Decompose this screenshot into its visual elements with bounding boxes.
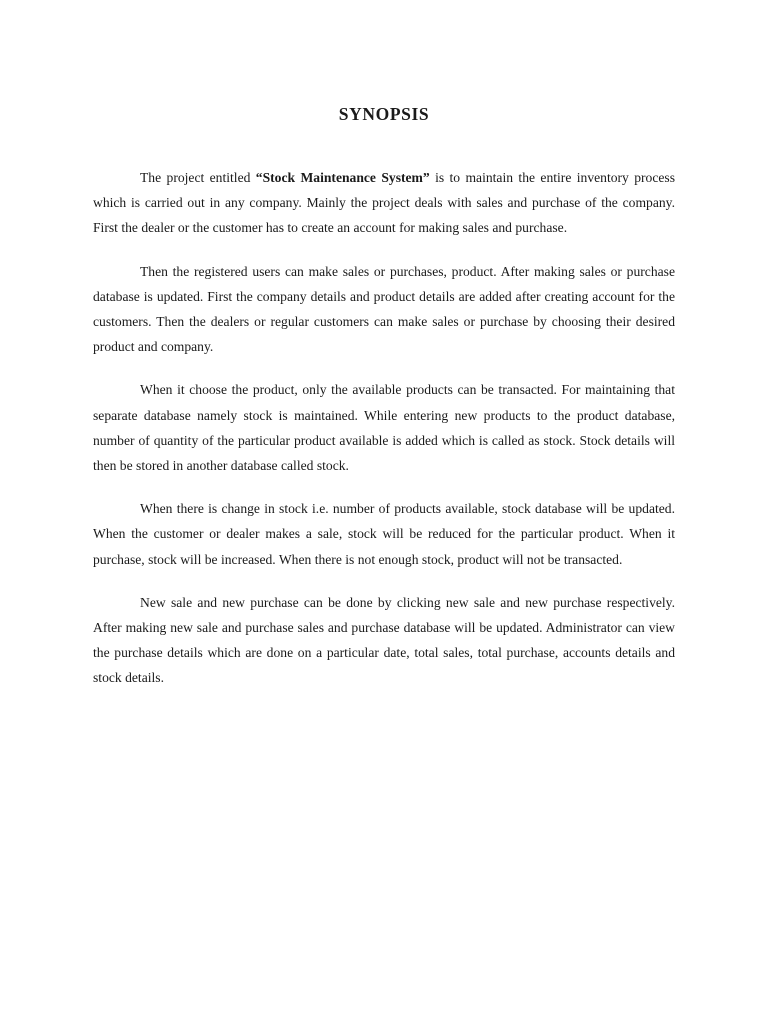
project-name: “Stock Maintenance System” xyxy=(255,170,430,185)
paragraph-1 xyxy=(93,165,675,241)
paragraph-1-rest: is to maintain the entire inventory process which is carried out in any company. Mainly the project deals with sales and purchase of the company. First the dealer or the customer has to create an account for making sales and purchase. xyxy=(93,170,675,236)
page-title: SYNOPSIS xyxy=(338,104,430,124)
synopsis-body xyxy=(93,165,675,709)
paragraph-4: When there is change in stock i.e. number of products available, stock database will be updated. When the customer or dealer makes a sale, stock will be reduced for the particular product. When it purchase, stock will be increased. When there is not enough stock, product will not be transacted. xyxy=(93,501,675,567)
paragraph-2: Then the registered users can make sales or purchases, product. After making sales or purchase database is updated. First the company details and product details are added after creating account for the customers. Then the dealers or regular customers can make sales or purchase by choosing their desired product and company. xyxy=(93,263,675,355)
paragraph-3: When it choose the product, only the available products can be transacted. For maintaining that separate database namely stock is maintained. While entering new products to the product database, number of quantity of the particular product available is added which is called as stock. Stock details will then be stored in another database called stock. xyxy=(93,382,675,474)
paragraph-5: New sale and new purchase can be done by clicking new sale and new purchase respectively. After making new sale and purchase sales and purchase database will be updated. Administrator can view the purchase details which are done on a particular date, total sales, total purchase, accounts details and stock details. xyxy=(93,594,675,686)
paragraph-1-lead: The project entitled xyxy=(140,170,256,185)
